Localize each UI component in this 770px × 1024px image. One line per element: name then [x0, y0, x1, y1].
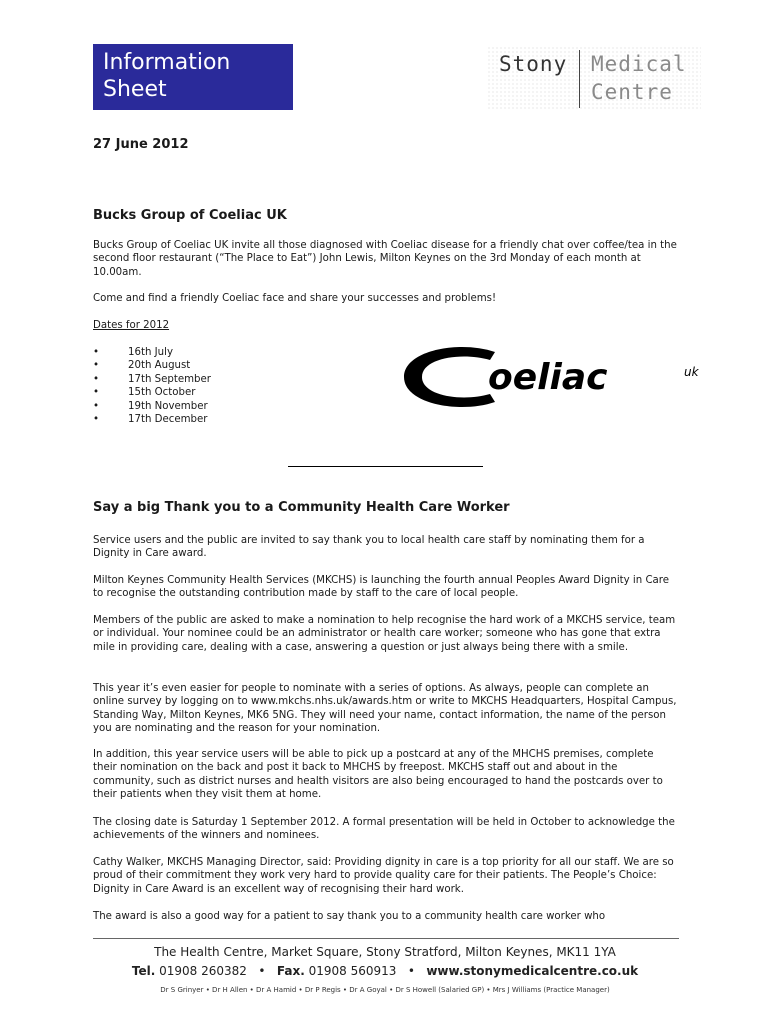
date-item: • 17th September [93, 373, 211, 386]
logo-divider [579, 50, 580, 108]
section-divider [288, 466, 483, 467]
award-paragraph: The closing date is Saturday 1 September 2012. A formal presentation will be held in October to acknowledge the achievements of the winners and nominees. [93, 817, 675, 842]
footer-divider [93, 938, 679, 939]
logo-word-medical: Medical [591, 52, 687, 76]
date-item: • 15th October [93, 386, 211, 399]
coeliac-logo-word: oeliac [488, 357, 608, 398]
award-paragraph: In addition, this year service users will be able to pick up a postcard at any of the MHCHS premises, complete their nomination on the back and post it back to MHCHS by freepost. MKCHS staff out and about in the community, such as district nurses and health visitors are also being encouraged to hand the postcards over to their patients when they visit them at home. [93, 749, 663, 801]
logo-word-centre: Centre [591, 80, 673, 104]
coeliac-uk-logo [400, 344, 705, 410]
footer-doctors: Dr S Grinyer • Dr H Allen • Dr A Hamid • Dr P Regis • Dr A Goyal • Dr S Howell (Salaried GP) • Mrs J Williams (Practice Manager) [160, 986, 610, 994]
date-item: • 16th July [93, 346, 211, 359]
date-item: • 19th November [93, 400, 211, 413]
date-item: • 17th December [93, 413, 211, 426]
coeliac-logo-suffix: uk [684, 365, 699, 379]
document-date: 27 June 2012 [93, 137, 189, 152]
coeliac-paragraph-1: Bucks Group of Coeliac UK invite all those diagnosed with Coeliac disease for a friendly chat over coffee/tea in the second floor restaurant (“The Place to Eat”) John Lewis, Milton Keynes on the 3rd Monday of each month at 10.00am. [93, 240, 677, 278]
section-title-thank-you: Say a big Thank you to a Community Health Care Worker [93, 500, 510, 515]
footer-contact: Tel. 01908 260382 • Fax. 01908 560913 • www.stonymedicalcentre.co.uk [131, 964, 639, 978]
banner-line-1: Information [103, 50, 231, 75]
fax-label: Fax. [276, 964, 305, 978]
dates-list [93, 346, 211, 426]
logo-word-stony: Stony [499, 52, 568, 76]
award-paragraph: Cathy Walker, MKCHS Managing Director, said: Providing dignity in care is a top priority for all our staff. We are so proud of their commitment they work very hard to provide quality care for their patients. The People’s Choice: Dignity in Care Award is an excellent way of recognising their hard work. [93, 857, 674, 895]
website-link[interactable]: www.stonymedicalcentre.co.uk [426, 964, 639, 978]
award-paragraph: Milton Keynes Community Health Services (MKCHS) is launching the fourth annual Peoples Award Dignity in Care to recognise the outstanding contribution made by staff to the care of local people. [93, 575, 670, 600]
stony-medical-centre-logo [487, 46, 701, 110]
footer-address: The Health Centre, Market Square, Stony Stratford, Milton Keynes, MK11 1YA [154, 945, 616, 959]
banner-line-2: Sheet [103, 77, 167, 102]
award-paragraph: The award is also a good way for a patient to say thank you to a community health care worker who [93, 911, 606, 922]
section-title-coeliac: Bucks Group of Coeliac UK [93, 208, 287, 223]
award-paragraph: Service users and the public are invited to say thank you to local health care staff by nominating them for a Dignity in Care award. [93, 535, 645, 560]
award-paragraph: Members of the public are asked to make a nomination to help recognise the hard work of a MKCHS service, team or individual. Your nominee could be an administrator or health care worker; someone who has gone that extra mile in providing care, dealing with a case, answering a question or just always being there with a smile. [93, 615, 676, 653]
fax-number: 01908 560913 [308, 964, 397, 978]
tel-label: Tel. [131, 964, 156, 978]
information-sheet-banner [93, 44, 293, 110]
date-item: • 20th August [93, 359, 211, 372]
coeliac-paragraph-2: Come and find a friendly Coeliac face and share your successes and problems! [93, 293, 497, 304]
dates-title: Dates for 2012 [93, 320, 170, 331]
award-paragraph: This year it’s even easier for people to nominate with a series of options. As always, people can complete an online survey by logging on to www.mkchs.nhs.uk/awards.htm or write to MKCHS Headquarters, Hospital Campus, Standing Way, Milton Keynes, MK6 5NG. They will need your name, contact information, the name of the person you are nominating and the reason for your nomination. [93, 683, 677, 735]
tel-number: 01908 260382 [159, 964, 247, 978]
